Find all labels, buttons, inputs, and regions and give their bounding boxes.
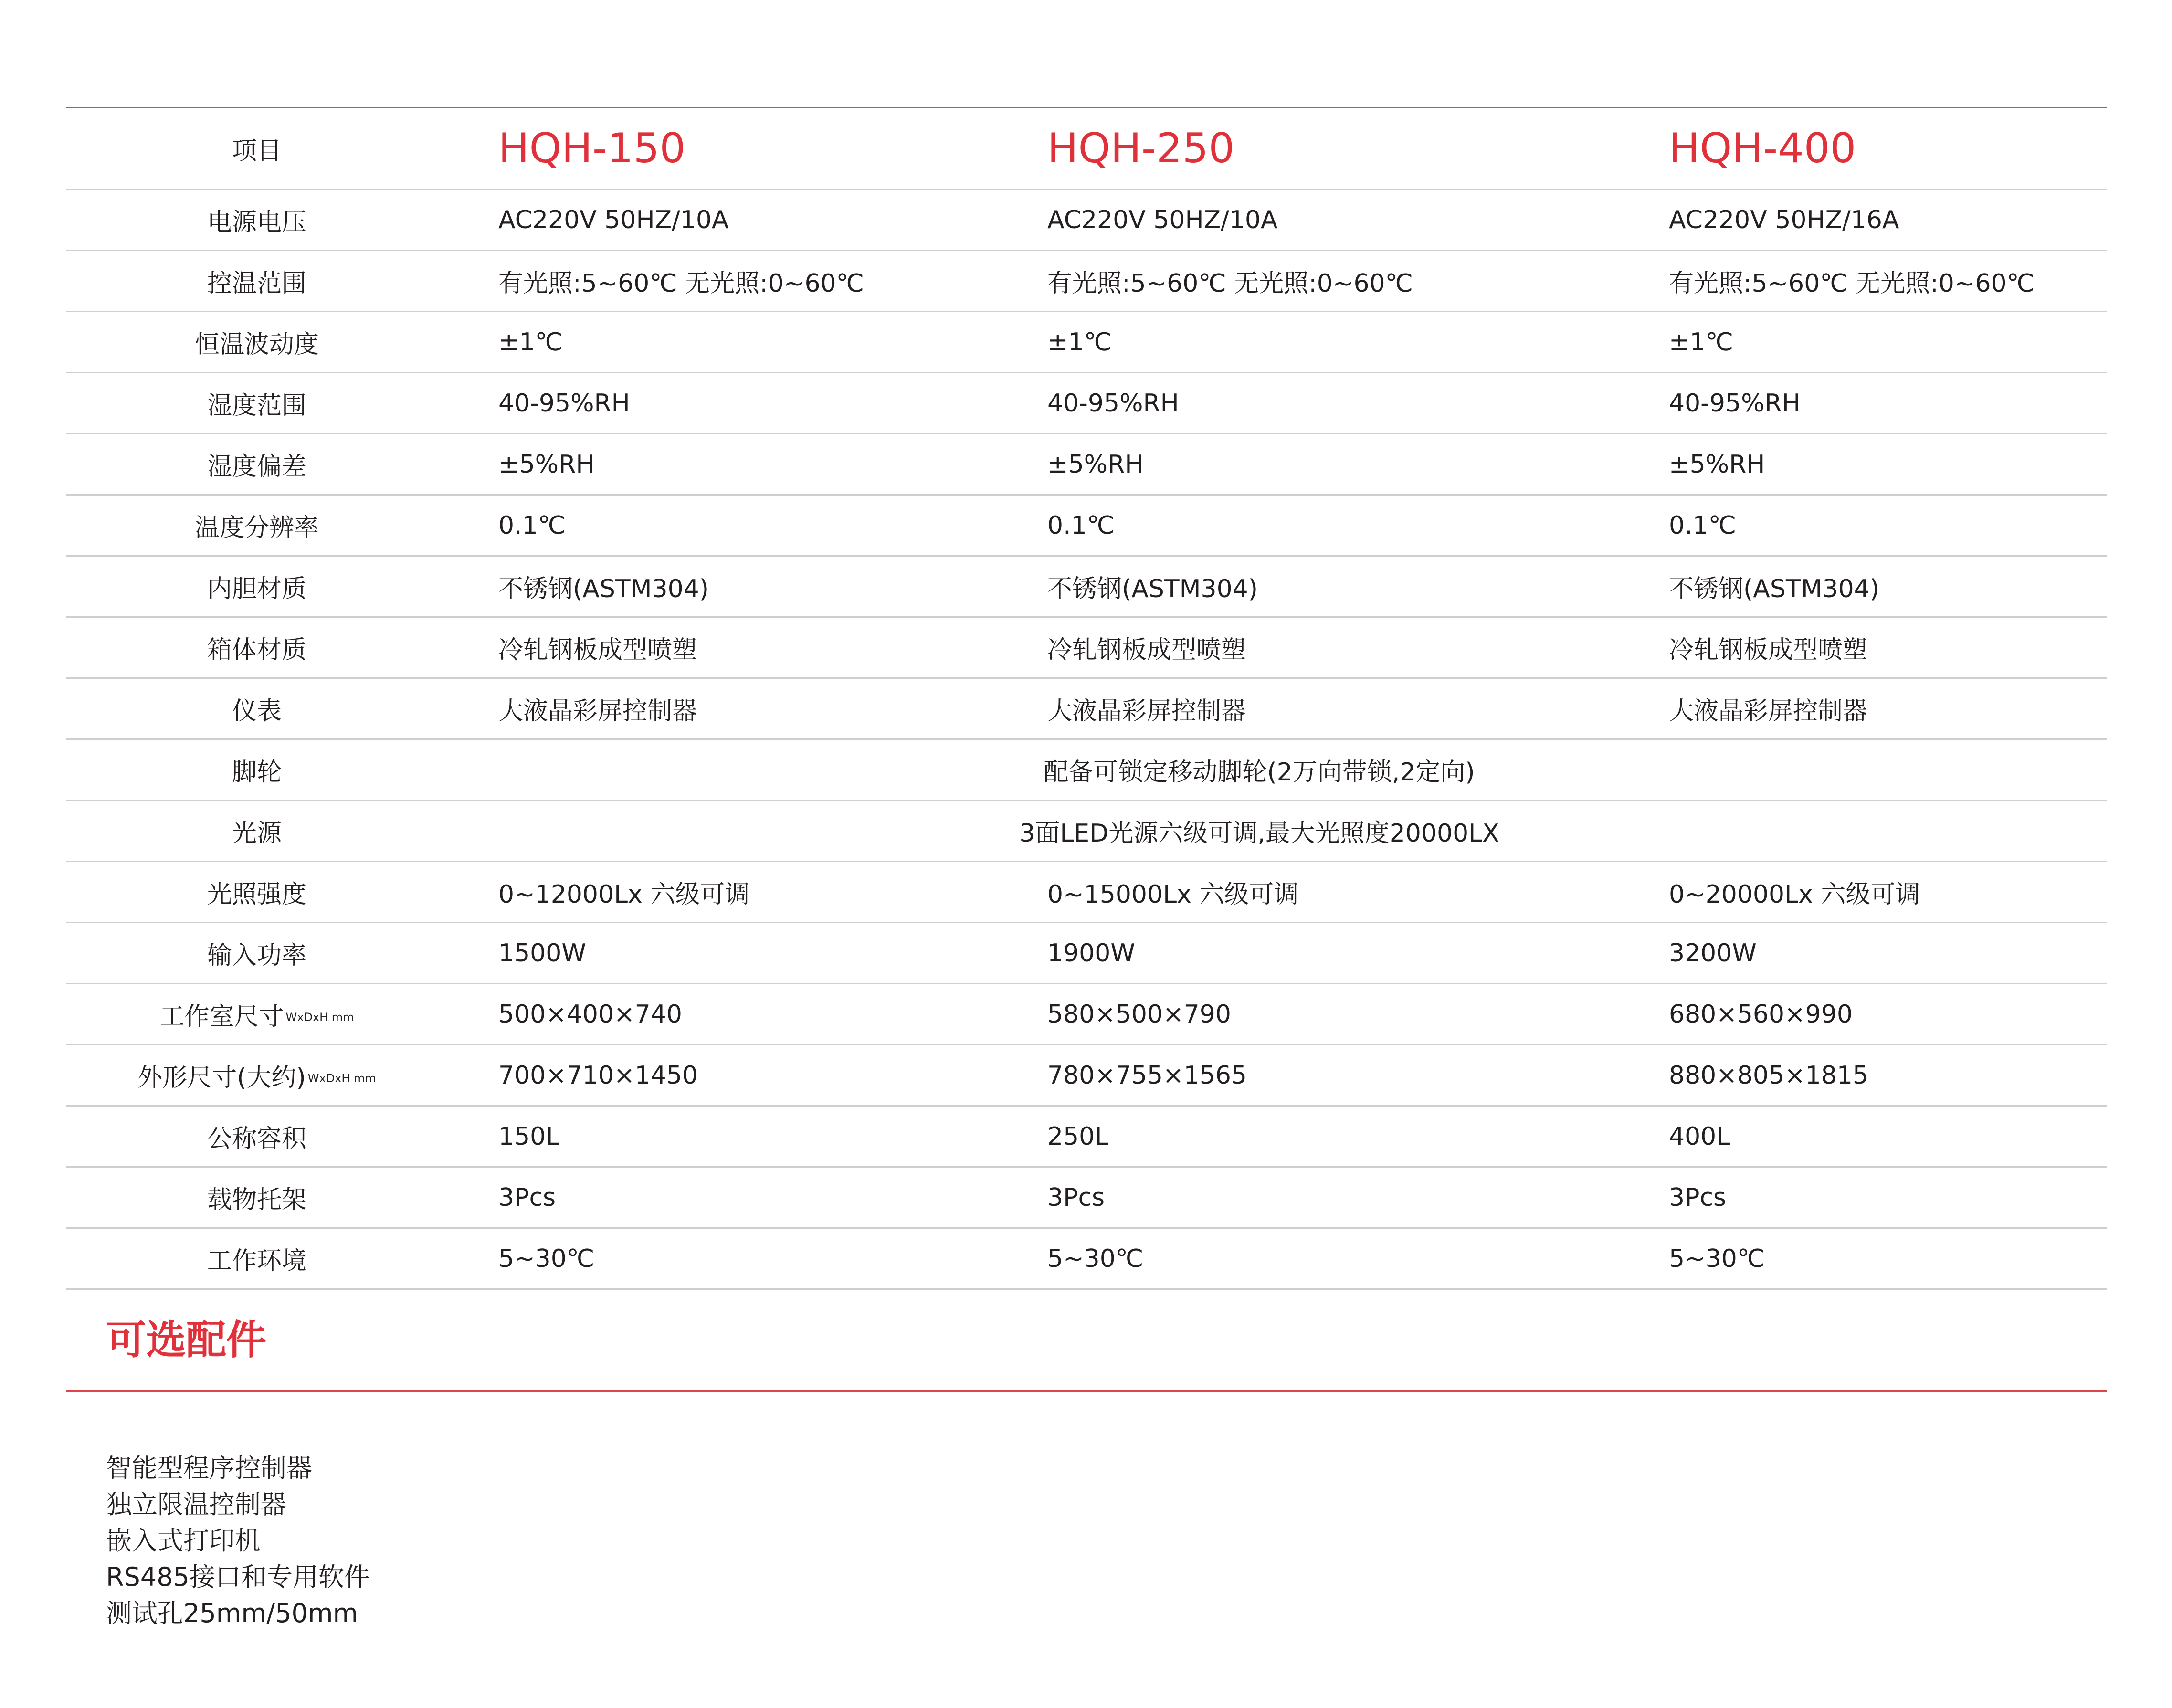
row-value: 0~20000Lx 六级可调 (1669, 880, 1920, 909)
table-row (66, 984, 2107, 1045)
row-value: 3Pcs (1669, 1183, 1727, 1212)
row-value: 3Pcs (498, 1183, 556, 1212)
table-row (66, 923, 2107, 984)
row-value: 不锈钢(ASTM304) (1047, 575, 1258, 603)
row-label-with-unit (66, 1045, 448, 1105)
table-row (66, 557, 2107, 618)
table-row (66, 312, 2107, 373)
row-value: ±1℃ (1047, 327, 1112, 357)
table-row (66, 618, 2107, 679)
row-value: 冷轧钢板成型喷塑 (498, 636, 697, 664)
row-value: 5~30℃ (1669, 1244, 1765, 1273)
row-value: 大液晶彩屏控制器 (1047, 697, 1246, 726)
row-value: 冷轧钢板成型喷塑 (1669, 636, 1868, 664)
table-row (66, 1229, 2107, 1290)
row-label: 载物托架 (207, 1186, 306, 1214)
row-value: 3Pcs (1047, 1183, 1105, 1212)
row-value-merged: 3面LED光源六级可调,最大光照度20000LX (1019, 819, 1499, 848)
accessories-title: 可选配件 (106, 1317, 267, 1363)
row-value: 有光照:5~60℃ 无光照:0~60℃ (498, 269, 865, 298)
row-label: 光照强度 (207, 880, 306, 909)
row-label: 电源电压 (207, 208, 306, 237)
row-value: 0~15000Lx 六级可调 (1047, 880, 1299, 909)
row-value: 40-95%RH (1669, 389, 1801, 418)
table-row (66, 373, 2107, 434)
model-hqh-250: HQH-250 (1047, 125, 1235, 172)
list-item: 测试孔25mm/50mm (106, 1598, 358, 1628)
table-row (66, 1107, 2107, 1168)
row-label: 恒温波动度 (194, 330, 319, 359)
row-label: 湿度范围 (207, 391, 306, 420)
row-value: ±5%RH (1047, 450, 1144, 479)
row-value: 有光照:5~60℃ 无光照:0~60℃ (1669, 269, 2035, 298)
row-label: 工作室尺寸 (159, 1002, 284, 1031)
row-value: 1900W (1047, 938, 1135, 968)
row-value: 680×560×990 (1669, 1000, 1853, 1029)
row-value: ±1℃ (498, 327, 563, 357)
list-item: 独立限温控制器 (106, 1489, 286, 1519)
row-value: 580×500×790 (1047, 1000, 1231, 1029)
row-label: 外形尺寸(大约) (137, 1064, 306, 1092)
model-hqh-400: HQH-400 (1669, 125, 1856, 172)
row-value: 不锈钢(ASTM304) (1669, 575, 1880, 603)
row-value: 5~30℃ (498, 1244, 595, 1273)
row-value: 400L (1669, 1122, 1730, 1151)
row-value: 冷轧钢板成型喷塑 (1047, 636, 1246, 664)
section-divider (66, 1390, 2107, 1392)
row-label: 湿度偏差 (207, 453, 306, 481)
row-value: 大液晶彩屏控制器 (498, 697, 697, 726)
row-value: 40-95%RH (498, 389, 630, 418)
table-row (66, 679, 2107, 740)
row-label: 光源 (232, 819, 282, 848)
table-row (66, 740, 2107, 801)
row-value: ±5%RH (1669, 450, 1765, 479)
row-label: 脚轮 (232, 758, 282, 787)
table-row (66, 1045, 2107, 1107)
row-value: 880×805×1815 (1669, 1061, 1868, 1090)
row-unit: WxDxH mm (307, 1071, 376, 1085)
list-item: RS485接口和专用软件 (106, 1562, 370, 1592)
table-row (66, 801, 2107, 862)
header-label: 项目 (232, 137, 282, 166)
accessories-list (106, 1450, 370, 1632)
row-value: 不锈钢(ASTM304) (498, 575, 709, 603)
row-unit: WxDxH mm (285, 1010, 354, 1024)
row-value: 5~30℃ (1047, 1244, 1144, 1273)
table-row (66, 1168, 2107, 1229)
spec-table (66, 107, 2107, 1290)
row-value: ±5%RH (498, 450, 595, 479)
row-label-with-unit (66, 984, 448, 1044)
row-label: 温度分辨率 (194, 514, 319, 542)
row-label: 仪表 (232, 697, 282, 726)
row-value: 3200W (1669, 938, 1757, 968)
row-value: AC220V 50HZ/10A (1047, 205, 1278, 234)
row-value-merged: 配备可锁定移动脚轮(2万向带锁,2定向) (1044, 758, 1475, 787)
row-label: 公称容积 (207, 1125, 306, 1153)
table-row (66, 434, 2107, 496)
row-label: 内胆材质 (207, 575, 306, 603)
row-label: 工作环境 (207, 1247, 306, 1276)
row-value: 780×755×1565 (1047, 1061, 1247, 1090)
table-header-row (66, 108, 2107, 190)
table-row (66, 190, 2107, 251)
list-item: 嵌入式打印机 (106, 1526, 261, 1556)
row-value: AC220V 50HZ/16A (1669, 205, 1899, 234)
row-value: 700×710×1450 (498, 1061, 698, 1090)
row-label: 输入功率 (207, 941, 306, 970)
row-value: 0.1℃ (1669, 511, 1737, 540)
row-value: AC220V 50HZ/10A (498, 205, 729, 234)
row-label: 控温范围 (207, 269, 306, 298)
row-value: 0.1℃ (1047, 511, 1115, 540)
table-row (66, 496, 2107, 557)
row-label: 箱体材质 (207, 636, 306, 664)
row-value: 0.1℃ (498, 511, 566, 540)
row-value: 大液晶彩屏控制器 (1669, 697, 1868, 726)
model-hqh-150: HQH-150 (498, 125, 686, 172)
row-value: 1500W (498, 938, 586, 968)
row-value: 500×400×740 (498, 1000, 682, 1029)
row-value: 0~12000Lx 六级可调 (498, 880, 750, 909)
row-value: 有光照:5~60℃ 无光照:0~60℃ (1047, 269, 1413, 298)
table-row (66, 251, 2107, 312)
row-value: 250L (1047, 1122, 1109, 1151)
row-value: ±1℃ (1669, 327, 1734, 357)
row-value: 150L (498, 1122, 560, 1151)
table-row (66, 862, 2107, 923)
list-item: 智能型程序控制器 (106, 1453, 312, 1483)
row-value: 40-95%RH (1047, 389, 1179, 418)
